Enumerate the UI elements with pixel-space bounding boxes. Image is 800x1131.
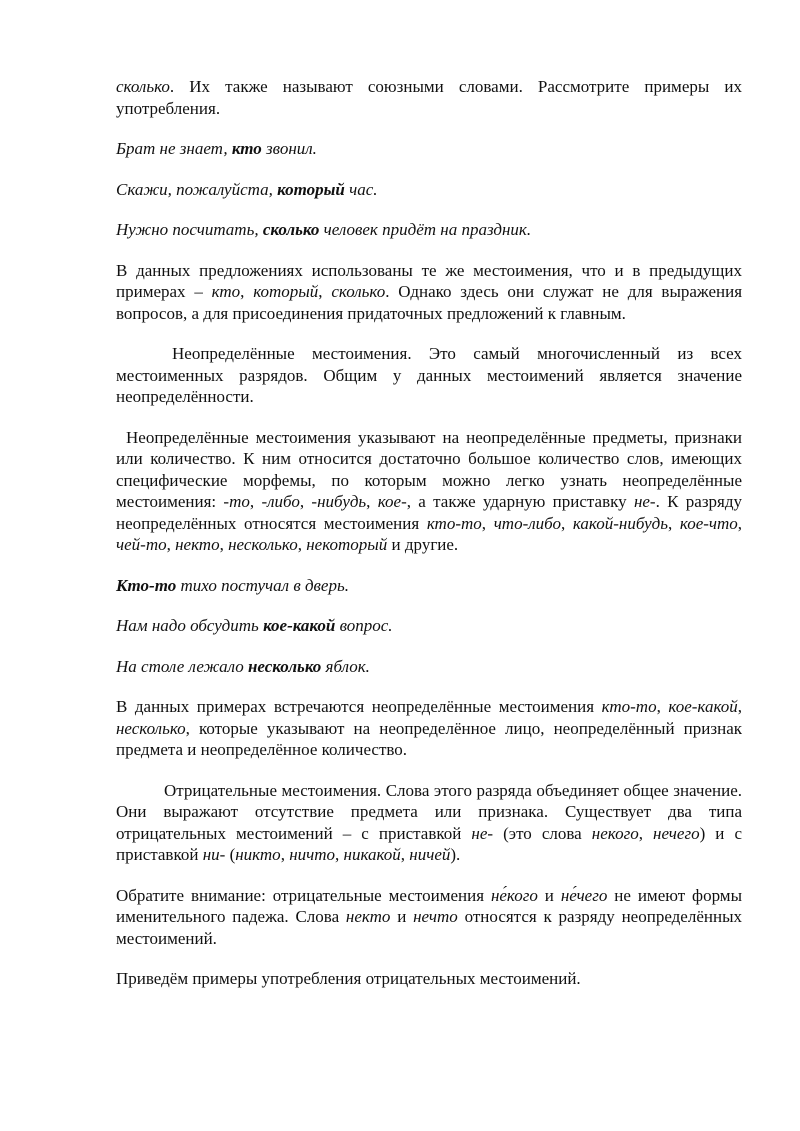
document-body	[116, 76, 742, 1009]
body-paragraph	[116, 76, 742, 119]
italic-run: нечто	[413, 907, 458, 926]
text-run: (	[225, 845, 236, 864]
text-run: ,	[560, 513, 573, 533]
italic-run: тихо постучал в дверь.	[176, 575, 349, 595]
example-sentence	[116, 656, 742, 678]
italic-run: какой-нибудь	[572, 513, 668, 533]
italic-run: Нам надо обсудить	[116, 616, 264, 635]
text-run: ,	[318, 282, 332, 301]
text-run: ,	[335, 845, 344, 864]
text-run: не имеют формы именительного падежа. Слова	[116, 885, 742, 926]
highlighted-pronoun: Кто-то	[116, 575, 177, 595]
italic-run: не-	[471, 823, 494, 843]
italic-run: На столе лежало	[116, 656, 248, 676]
text-run: ,	[297, 535, 307, 554]
italic-run: нечего	[653, 823, 700, 843]
text-run: ).	[450, 845, 461, 864]
text-run: ,	[280, 845, 290, 864]
italic-run: ничей	[409, 845, 451, 864]
italic-run: некоторый	[306, 535, 388, 554]
italic-bold-run	[277, 180, 345, 199]
italic-run: некого	[591, 823, 639, 843]
italic-run: некто	[175, 535, 220, 554]
italic-run: несколько	[116, 718, 186, 738]
italic-run: ничто	[289, 845, 336, 864]
italic-run: кое-что	[679, 513, 738, 533]
italic-run: кто-то	[426, 513, 482, 533]
highlighted-pronoun: кое-какой	[263, 616, 336, 635]
text-run: . К разряду неопределённых относятся местоимения	[116, 492, 743, 533]
text-run: и	[537, 885, 561, 905]
italic-run: Скажи, пожалуйста,	[116, 179, 278, 199]
italic-run: сколько	[331, 282, 386, 301]
italic-run: человек придёт на праздник.	[319, 220, 532, 239]
example-sentence	[116, 219, 742, 241]
body-paragraph	[116, 780, 742, 866]
italic-run: Брат не знает,	[116, 139, 232, 158]
text-run: относятся к разряду неопределённых местоимений.	[116, 907, 742, 948]
italic-run: несколько	[228, 535, 298, 554]
italic-run: -либо	[261, 492, 300, 511]
example-sentence	[116, 575, 742, 597]
text-run: . Их также называют союзными словами. Рассмотрите примеры их употребления.	[116, 77, 742, 118]
text-run: , которые указывают на неопределённое лицо, неопределённый признак предмета и неопределённое количество.	[116, 718, 742, 759]
text-run: Приведём примеры употребления отрицательных местоимений.	[116, 969, 581, 988]
italic-run: не́кого	[490, 885, 538, 905]
italic-run: кое-какой	[668, 697, 738, 716]
text-run: ) и с приставкой	[116, 823, 743, 864]
italic-run: что-либо	[493, 513, 561, 533]
italic-bold-run	[263, 220, 320, 239]
italic-run: не́чего	[560, 885, 608, 905]
example-sentence	[116, 615, 742, 637]
italic-run: вопрос.	[335, 616, 393, 635]
text-run: ,	[737, 513, 743, 533]
text-run: , а также ударную приставку	[406, 492, 634, 511]
body-paragraph	[116, 427, 742, 556]
italic-run: кто-то	[601, 697, 657, 716]
body-paragraph	[116, 696, 742, 761]
text-run: ,	[481, 513, 494, 533]
highlighted-pronoun: сколько	[262, 220, 320, 239]
italic-bold-run	[263, 616, 335, 635]
highlighted-pronoun: несколько	[247, 656, 322, 676]
italic-run: который	[253, 282, 319, 301]
text-run: (это слова	[493, 823, 592, 843]
italic-run: чей-то	[116, 535, 167, 554]
italic-run: никто	[235, 845, 281, 864]
italic-run: некто	[345, 907, 391, 926]
italic-run: -нибудь	[311, 492, 367, 511]
text-run: и	[390, 907, 414, 926]
text-run: ,	[249, 492, 262, 511]
italic-run: кто	[211, 282, 241, 301]
body-paragraph	[116, 885, 742, 950]
italic-run: сколько	[116, 77, 170, 96]
italic-bold-run	[248, 657, 321, 676]
italic-bold-run	[232, 139, 262, 158]
example-sentence	[116, 138, 742, 160]
text-run: ,	[366, 492, 378, 511]
text-run: Отрицательные местоимения. Слова этого разряда объединяет общее значение. Они выражают отсутствие предмета или признака. Существует два типа отрицательных местоимений – с приставкой	[116, 780, 742, 843]
text-run: . Однако здесь они служат не для выражения вопросов, а для присоединения придаточных предложений к главным.	[116, 282, 743, 323]
text-run: ,	[737, 697, 743, 716]
italic-run: -то	[223, 492, 250, 511]
text-run: ,	[400, 845, 410, 864]
italic-run: Нужно посчитать,	[116, 220, 263, 239]
text-run: ,	[166, 535, 176, 554]
example-sentence	[116, 179, 742, 201]
italic-run: яблок.	[321, 656, 370, 676]
text-run: В данных предложениях использованы те же местоимения, что и в предыдущих примерах –	[116, 260, 742, 301]
text-run: ,	[656, 697, 669, 716]
text-run: Неопределённые местоимения. Это самый многочисленный из всех местоименных разрядов. Общим у данных местоимений является значение неопределённости.	[116, 344, 742, 406]
body-paragraph	[116, 968, 742, 990]
text-run: ,	[638, 823, 654, 843]
text-run: ,	[240, 282, 254, 301]
body-paragraph	[116, 343, 742, 408]
italic-run: ни-	[202, 845, 226, 864]
text-run: ,	[299, 492, 312, 511]
text-run: Обратите внимание: отрицательные местоимения	[116, 885, 491, 905]
italic-run: звонил.	[261, 139, 317, 158]
text-run: В данных примерах встречаются неопределённые местоимения	[116, 697, 602, 716]
text-run: ,	[667, 513, 680, 533]
italic-bold-run	[116, 576, 176, 595]
highlighted-pronoun: который	[277, 179, 345, 199]
text-run: Неопределённые местоимения указывают на неопределённые предметы, признаки или количество. К ним относится достаточно большое количество слов, имеющих специфические морфемы, по которым можно легко узнать неопределённые местоимения:	[116, 427, 742, 511]
text-run: ,	[219, 535, 229, 554]
italic-run: не-	[633, 492, 656, 511]
italic-run: никакой	[343, 845, 401, 864]
highlighted-pronoun: кто	[231, 139, 262, 158]
italic-run: час.	[344, 179, 378, 199]
text-run: и другие.	[387, 535, 459, 554]
italic-run: кое-	[377, 492, 407, 511]
body-paragraph	[116, 260, 742, 325]
